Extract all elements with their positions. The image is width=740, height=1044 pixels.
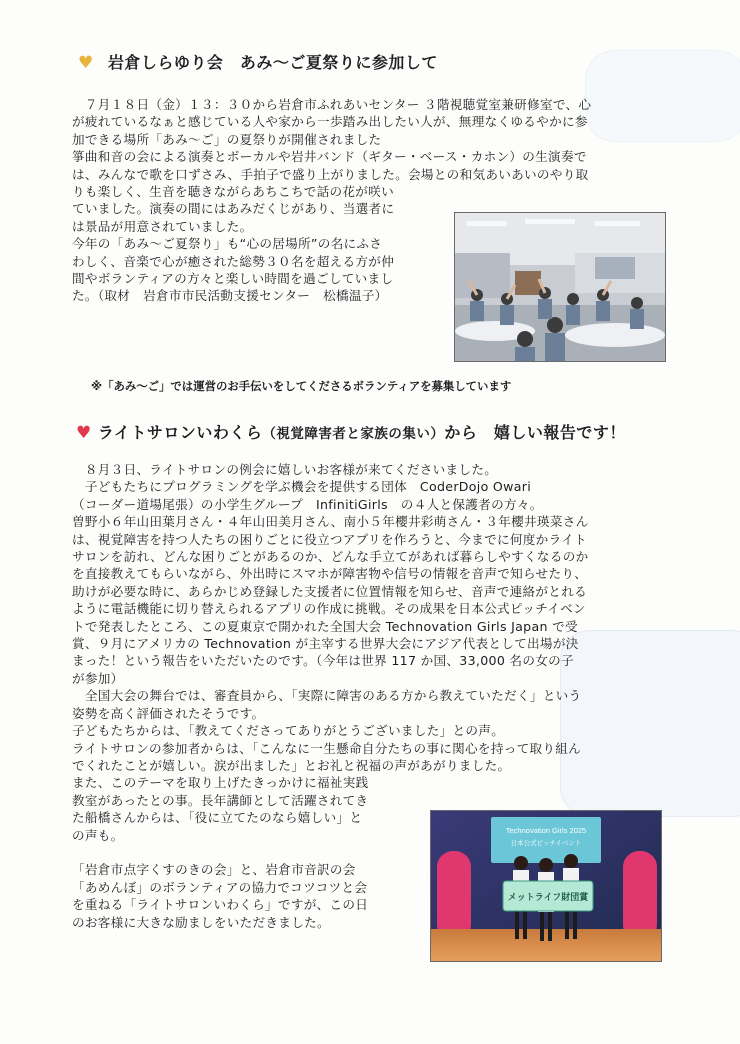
- article2-line: （コーダー道場尾張）の小学生グループ InfinitiGirls の４人と保護者の方々。: [72, 496, 543, 512]
- article2-title-end: から 嬉しい報告です！: [444, 423, 626, 442]
- article1-line: 今年の「あみ～ご夏祭り」も“心の居場所”の名にふさ: [72, 236, 383, 252]
- article1-line: 間やボランティアの方々と楽しい時間を過ごしていまし: [72, 271, 394, 287]
- article2-line: の声も。: [72, 827, 124, 843]
- article1-line: が疲れているなぁと感じている人や家から一歩踏み出したい人が、無理なくゆるやかに参: [72, 114, 588, 130]
- article1-line: 箏曲和音の会による演奏とボーカルや岩井バンド（ギター・ベース・カホン）の生演奏で: [72, 149, 587, 165]
- gathering-scene-image: [455, 213, 665, 361]
- article2-line: は、視覚障害を持つ人たちの困りごとに役立つアプリを作ろうと、今までに何度かライト: [72, 531, 587, 547]
- article1-line: ていました。演奏の間にはあみだくじがあり、当選者に: [72, 201, 395, 217]
- article1-line: は、みんなで歌を口ずさみ、手拍子で盛り上がりました。会場との和気あいあいのやり取: [72, 166, 589, 182]
- article2-heading: [76, 420, 626, 443]
- article2-line: ライトサロンの参加者からは、「こんなに一生懸命自分たちの事に関心を持って取り組ん: [72, 740, 582, 756]
- article1-line: りも楽しく、生音を聴きながらあちこちで話の花が咲い: [72, 184, 394, 200]
- article2-line: サロンを訪れ、どんな困りごとがあるのか、どんな手立てがあれば暮らしやすくなるのか: [72, 549, 589, 565]
- article2-line: 「あめんぼ」のボランティアの協力でコツコツと会: [72, 879, 368, 895]
- article1-heading: [78, 50, 438, 73]
- article2-line: 「岩倉市点字くすのきの会」と、岩倉市音訳の会: [72, 862, 356, 878]
- screen-title: Technovation Girls 2025: [505, 826, 587, 835]
- article2-line: 教室があったとの事。長年講師として活躍されてき: [72, 792, 369, 808]
- article2-subtitle: （視覚障害者と家族の集い）: [262, 426, 445, 442]
- article2-line: トで発表したところ、この夏東京で開かれた全国大会 Technovation Girls Japan で受: [72, 618, 578, 634]
- heart-icon: ♥: [78, 53, 94, 73]
- event-photo-gathering: [454, 212, 666, 362]
- article2-line: た船橋さんからは、「役に立てたのなら嬉しい」と: [72, 810, 363, 826]
- article1-line: た。（取材 岩倉市市民活動支援センター 松橋温子）: [72, 288, 388, 304]
- award-stage-image: [431, 811, 661, 961]
- event-photo-award: [430, 810, 662, 962]
- article2-line: を直接教えてもらいながら、外出時にスマホが障害物や信号の情報を音声で知らせたり、: [72, 566, 588, 582]
- article2-line: ８月３日、ライトサロンの例会に嬉しいお客様が来てくださいました。: [72, 462, 498, 477]
- article2-title: ライトサロンいわくら: [97, 423, 263, 442]
- article2-line: を重ねる「ライトサロンいわくら」ですが、この日: [72, 897, 369, 913]
- screen-subtitle: 日本公式ピッチイベント: [510, 839, 582, 847]
- article2-line: また、このテーマを取り上げたきっかけに福祉実践: [72, 775, 369, 791]
- article2-line: 全国大会の舞台では、審査員から、「実際に障害のある方から教えていただく」という: [72, 688, 582, 704]
- article1-line: は景品が用意されていました。: [72, 218, 253, 234]
- article2-line: 曽野小６年山田葉月さん・４年山田美月さん、南小５年櫻井彩萌さん・３年櫻井瑛菜さん: [72, 514, 589, 530]
- article2-line: ように電話機能に切り替えられるアプリの作成に挑戦。その成果を日本公式ピッチイベン: [72, 601, 586, 617]
- article2-line: 姿勢を高く評価されたそうです。: [72, 705, 265, 721]
- article2-line: 子どもたちにプログラミングを学ぶ機会を提供する団体 CoderDojo Owari: [72, 479, 532, 495]
- article2-line: 賞、９月にアメリカの Technovation が主宰する世界大会にアジア代表として出場が決: [72, 636, 579, 652]
- article1-title: 岩倉しらゆり会 あみ～ご夏祭りに参加して: [107, 53, 438, 72]
- article2-line: でくれたことが嬉しい。涙が出ました」とお礼と祝福の声があがりました。: [72, 757, 511, 773]
- article2-line: まった！という報告をいただいたのです。（今年は世界 117 か国、33,000 名の女の子: [72, 653, 574, 669]
- article2-line: が参加）: [72, 670, 124, 686]
- award-banner-text: メットライフ財団賞: [507, 893, 589, 903]
- article2-line: 助けが必要な時に、あらかじめ登録した支援者に位置情報を知らせ、音声で連絡がとれる: [72, 583, 587, 599]
- article1-line: ７月１８日（金）１３：３０から岩倉市ふれあいセンター ３階視聴覚室兼研修室で、心: [72, 97, 592, 112]
- volunteer-recruitment-note: ※「あみ～ご」では運営のお手伝いをしてくださるボランティアを募集しています: [91, 379, 512, 393]
- heart-icon: ♥: [76, 423, 92, 443]
- article2-line: 子どもたちからは、「教えてくださってありがとうございました」との声。: [72, 723, 505, 739]
- article1-line: わしく、音楽で心が癒された総勢３０名を超える方が仲: [72, 253, 395, 269]
- article1-line: 加できる場所「あみ～ご」の夏祭りが開催されました: [72, 131, 382, 147]
- background-bleed-shape: [585, 50, 740, 142]
- article2-line: のお客様に大きな励ましをいただきました。: [72, 914, 330, 930]
